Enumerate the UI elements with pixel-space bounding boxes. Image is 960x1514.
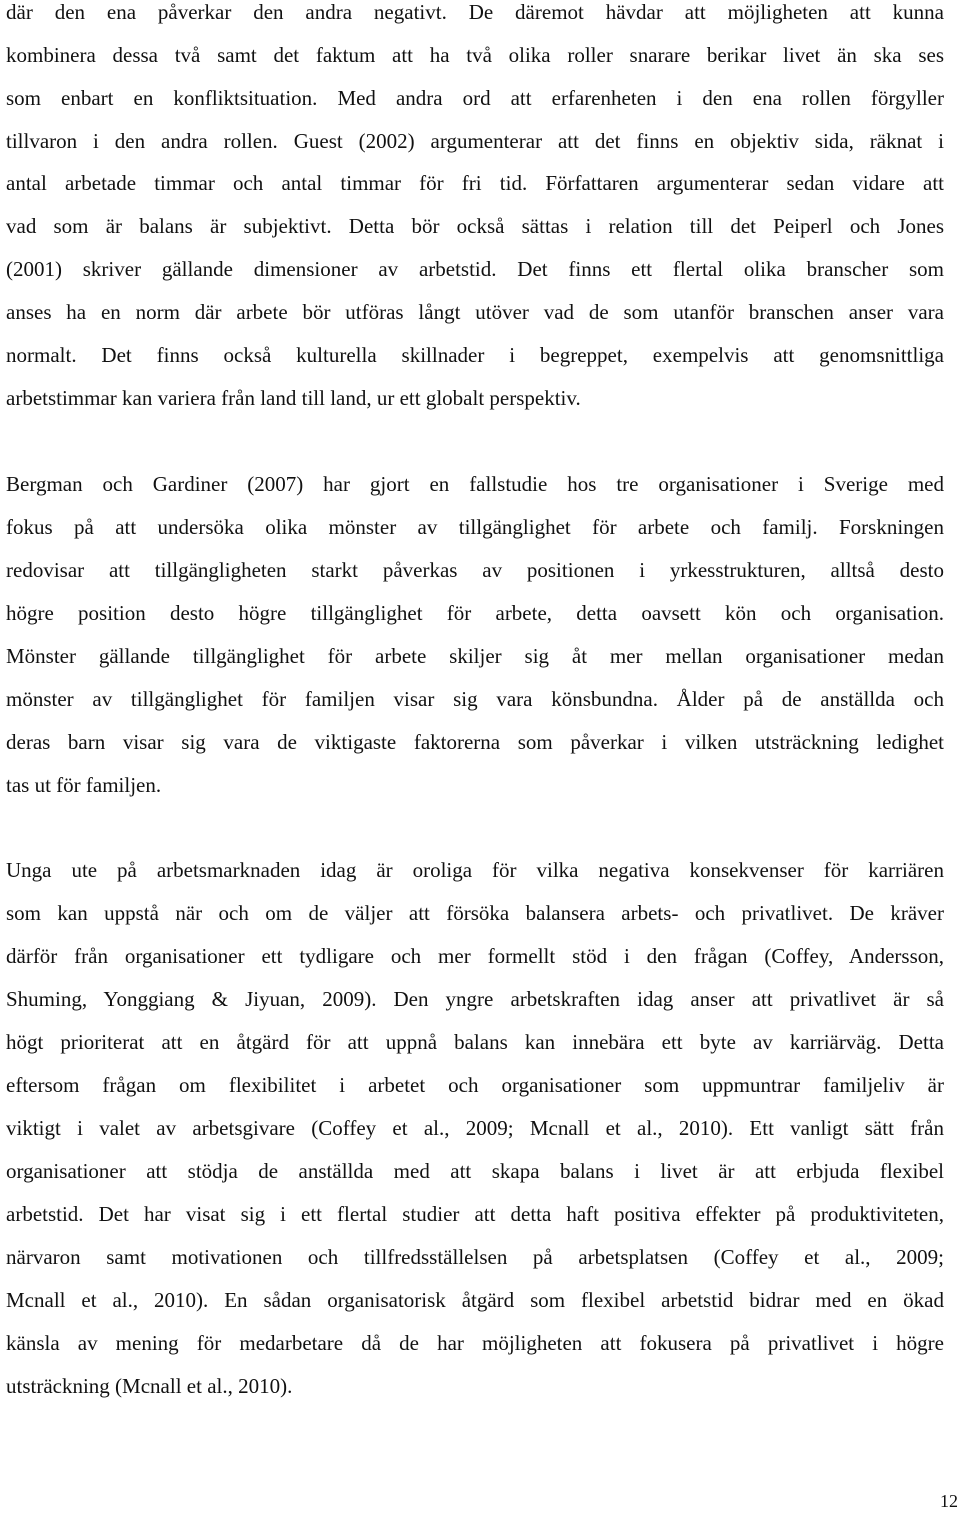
text-line: redovisar att tillgängligheten starkt påverkas av positionen i yrkesstrukturen, alltså desto: [6, 558, 944, 582]
text-line: som enbart en konfliktsituation. Med andra ord att erfarenheten i den ena rollen förgyller: [6, 86, 944, 110]
text-line: organisationer att stödja de anställda med att skapa balans i livet är att erbjuda flexibel: [6, 1159, 944, 1183]
text-line: utsträckning (Mcnall et al., 2010).: [6, 1374, 293, 1398]
text-line: Mcnall et al., 2010). En sådan organisatorisk åtgärd som flexibel arbetstid bidrar med en ökad: [6, 1288, 944, 1312]
text-line: Bergman och Gardiner (2007) har gjort en fallstudie hos tre organisationer i Sverige med: [6, 472, 944, 496]
text-line: viktigt i valet av arbetsgivare (Coffey et al., 2009; Mcnall et al., 2010). Ett vanligt sätt från: [6, 1116, 944, 1140]
text-line: högre position desto högre tillgänglighet för arbete, detta oavsett kön och organisation.: [6, 601, 944, 625]
text-line: anses ha en norm där arbete bör utföras långt utöver vad de som utanför branschen anser vara: [6, 300, 944, 324]
text-line: känsla av mening för medarbetare då de har möjligheten att fokusera på privatlivet i högre: [6, 1331, 944, 1355]
text-line: där den ena påverkar den andra negativt. De däremot hävdar att möjligheten att kunna: [6, 0, 944, 24]
text-line: mönster av tillgänglighet för familjen visar sig vara könsbundna. Ålder på de anställda och: [6, 687, 944, 711]
text-line: vad som är balans är subjektivt. Detta bör också sättas i relation till det Peiperl och Jones: [6, 214, 944, 238]
text-line: fokus på att undersöka olika mönster av tillgänglighet för arbete och familj. Forskningen: [6, 515, 944, 539]
text-line: som kan uppstå när och om de väljer att försöka balansera arbets- och privatlivet. De kräver: [6, 901, 944, 925]
text-line: tillvaron i den andra rollen. Guest (2002) argumenterar att det finns en objektiv sida, räknat i: [6, 129, 944, 153]
text-line: eftersom frågan om flexibilitet i arbetet och organisationer som uppmuntrar familjeliv är: [6, 1073, 944, 1097]
text-line: tas ut för familjen.: [6, 773, 162, 797]
text-line: arbetstimmar kan variera från land till land, ur ett globalt perspektiv.: [6, 386, 581, 410]
text-line: Shuming, Yonggiang & Jiyuan, 2009). Den yngre arbetskraften idag anser att privatlivet är så: [6, 987, 944, 1011]
text-line: Unga ute på arbetsmarknaden idag är oroliga för vilka negativa konsekvenser för karriären: [6, 858, 944, 882]
text-line: högt prioriterat att en åtgärd för att uppnå balans kan innebära ett byte av karriärväg. Detta: [6, 1030, 944, 1054]
text-line: deras barn visar sig vara de viktigaste faktorerna som påverkar i vilken utsträckning ledighet: [6, 730, 944, 754]
text-line: (2001) skriver gällande dimensioner av arbetstid. Det finns ett flertal olika branscher som: [6, 257, 944, 281]
text-line: Mönster gällande tillgänglighet för arbete skiljer sig åt mer mellan organisationer medan: [6, 644, 944, 668]
text-line: antal arbetade timmar och antal timmar för fri tid. Författaren argumenterar sedan vidare att: [6, 171, 944, 195]
text-line: arbetstid. Det har visat sig i ett flertal studier att detta haft positiva effekter på produktiviteten,: [6, 1202, 944, 1226]
page-number: 12: [940, 1491, 958, 1511]
text-line: kombinera dessa två samt det faktum att ha två olika roller snarare berikar livet än ska ses: [6, 43, 944, 67]
text-line: normalt. Det finns också kulturella skillnader i begreppet, exempelvis att genomsnittliga: [6, 343, 944, 367]
text-line: därför från organisationer ett tydligare och mer formellt stöd i den frågan (Coffey, Andersson,: [6, 944, 944, 968]
text-line: närvaron samt motivationen och tillfredsställelsen på arbetsplatsen (Coffey et al., 2009;: [6, 1245, 944, 1269]
